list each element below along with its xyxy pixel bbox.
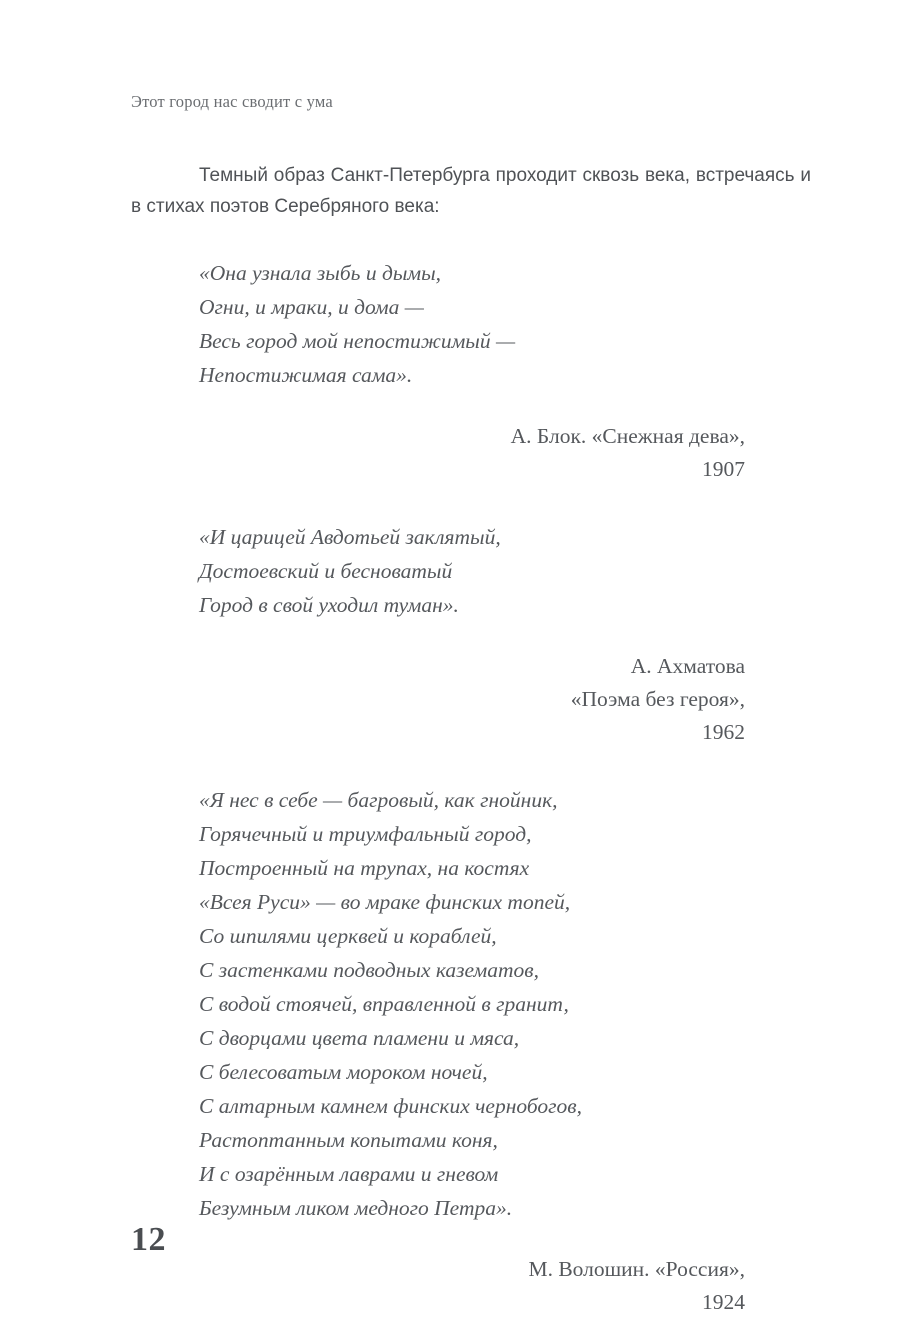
quote-line: Построенный на трупах, на костях [199, 856, 530, 880]
quote-line: «И царицей Авдотьей заклятый, [199, 525, 501, 549]
quote-line: «Всея Руси» — во мраке финских топей, [199, 890, 571, 914]
quote-line: С застенками подводных казематов, [199, 958, 540, 982]
quote-block [131, 520, 811, 622]
page-number: 12 [131, 1221, 166, 1258]
quote-line: Непостижимая сама». [199, 363, 413, 387]
page-content [131, 160, 811, 1319]
intro-paragraph: Темный образ Санкт-Петербурга проходит сквозь века, встречаясь и в стихах поэтов Серебряного века: [131, 165, 811, 217]
spacer [131, 749, 811, 783]
quote-line: Со шпилями церквей и кораблей, [199, 924, 497, 948]
quote-line: С водой стоячей, вправленной в гранит, [199, 992, 569, 1016]
quote-line: С дворцами цвета пламени и мяса, [199, 1026, 520, 1050]
spacer [131, 486, 811, 520]
quote-block [131, 783, 811, 1225]
quote-block [131, 256, 811, 392]
quote-attribution-work: «Поэма без героя», [570, 687, 745, 711]
quote-line: «Я нес в себе — багровый, как гнойник, [199, 788, 558, 812]
quote-line: Огни, и мраки, и дома — [199, 295, 424, 319]
quote-line: И с озарённым лаврами и гневом [199, 1162, 499, 1186]
spacer [131, 628, 811, 650]
running-head: Этот город нас сводит с ума [131, 92, 333, 111]
quote-line: Город в свой уходил туман». [199, 593, 459, 617]
quote-line: С белесоватым мороком ночей, [199, 1060, 488, 1084]
quote-attribution: А. Блок. «Снежная дева», [510, 424, 745, 448]
quote-attribution: М. Волошин. «Россия», [528, 1257, 745, 1281]
quote-attribution: А. Ахматова [630, 654, 745, 678]
spacer [131, 1231, 811, 1253]
quote-line: Безумным ликом медного Петра». [199, 1196, 513, 1220]
quote-line: Горячечный и триумфальный город, [199, 822, 532, 846]
quote-attribution-year: 1907 [702, 457, 745, 481]
quote-line: Растоптанным копытами коня, [199, 1128, 498, 1152]
quote-attribution-year: 1924 [702, 1290, 745, 1314]
quote-attribution-year: 1962 [702, 720, 745, 744]
quote-line: Достоевский и бесноватый [199, 559, 453, 583]
spacer [131, 398, 811, 420]
quote-line: С алтарным камнем финских чернобогов, [199, 1094, 582, 1118]
quote-line: «Она узнала зыбь и дымы, [199, 261, 442, 285]
quote-line: Весь город мой непостижимый — [199, 329, 516, 353]
